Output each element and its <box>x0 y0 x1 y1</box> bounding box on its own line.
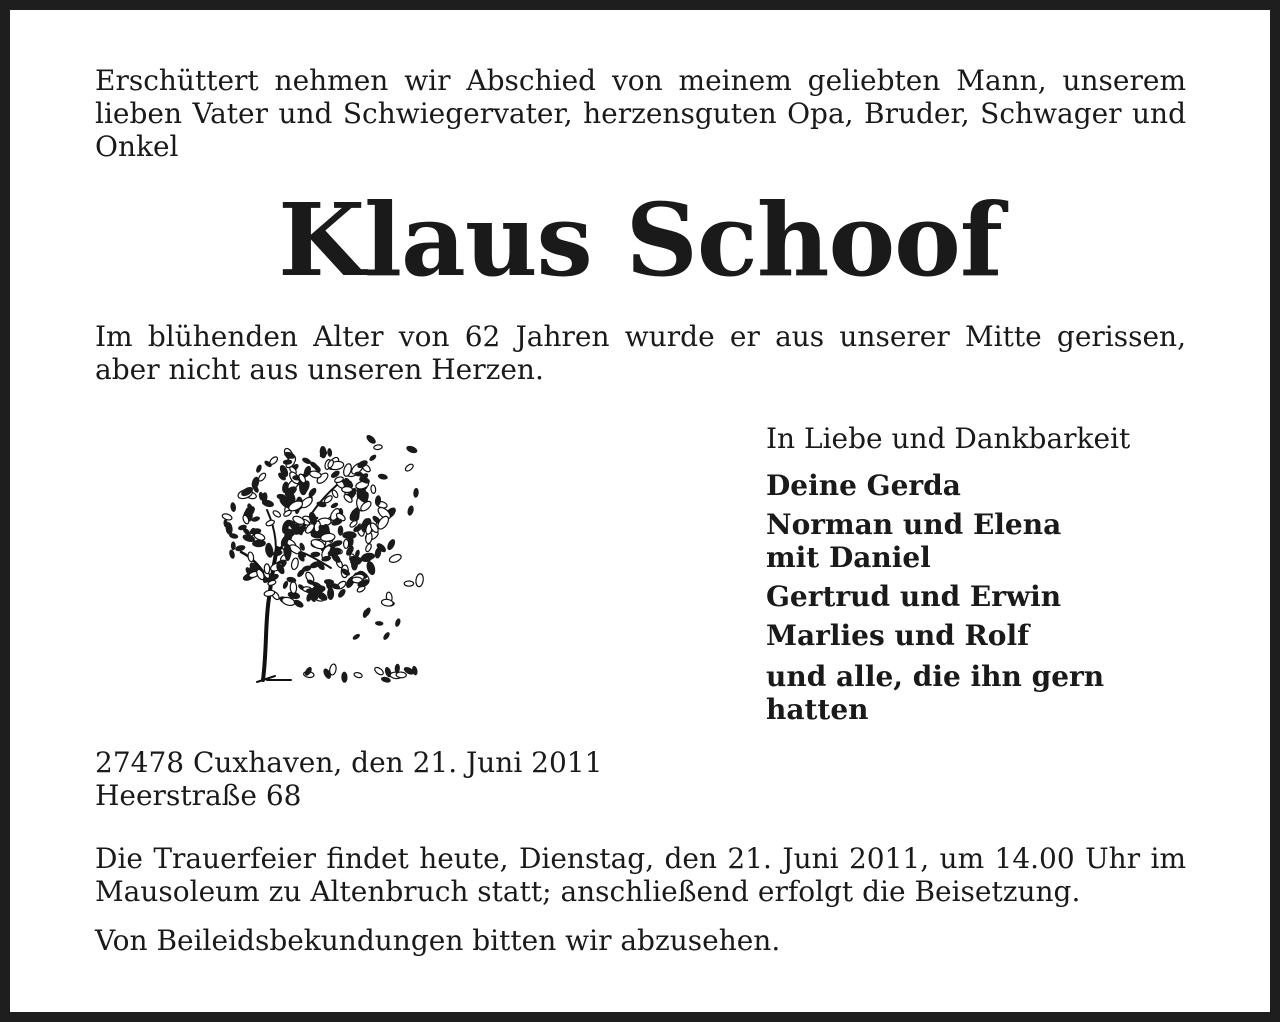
mourner-group <box>766 469 1206 502</box>
intro-text: Erschüttert nehmen wir Abschied von meinem geliebten Mann, unserem lieben Vater und Schwiegervater, herzensguten Opa, Bruder, Schwager und Onkel <box>95 64 1186 163</box>
mourner-line: und alle, die ihn gern hatten <box>766 660 1105 726</box>
mourner-line: Norman und Elena <box>766 508 1062 541</box>
mourner-group <box>766 580 1206 613</box>
mourners-heading: In Liebe und Dankbarkeit <box>766 422 1131 455</box>
mourners-block <box>766 422 1206 726</box>
address-block <box>95 746 895 812</box>
mourner-line: Deine Gerda <box>766 469 961 502</box>
subtitle-text: Im blühenden Alter von 62 Jahren wurde er aus unserer Mitte gerissen, aber nicht aus unseren Herzen. <box>95 320 1186 386</box>
mourner-line: Gertrud und Erwin <box>766 580 1062 613</box>
mourner-line: Marlies und Rolf <box>766 619 1030 652</box>
mourner-group <box>766 508 1206 574</box>
address-street: Heerstraße 68 <box>95 779 302 812</box>
mourner-group <box>766 619 1206 652</box>
address-city-date: 27478 Cuxhaven, den 21. Juni 2011 <box>95 746 603 779</box>
mourner-group <box>766 660 1206 726</box>
mourner-line: mit Daniel <box>766 541 931 574</box>
windblown-tree-icon <box>205 418 435 688</box>
condolences-text: Von Beileidsbekundungen bitten wir abzusehen. <box>95 924 781 957</box>
funeral-text: Die Trauerfeier findet heute, Dienstag, den 21. Juni 2011, um 14.00 Uhr im Mausoleum zu Altenbruch statt; anschließend erfolgt die Beisetzung. <box>95 842 1186 908</box>
deceased-name: Klaus Schoof <box>278 181 1002 299</box>
